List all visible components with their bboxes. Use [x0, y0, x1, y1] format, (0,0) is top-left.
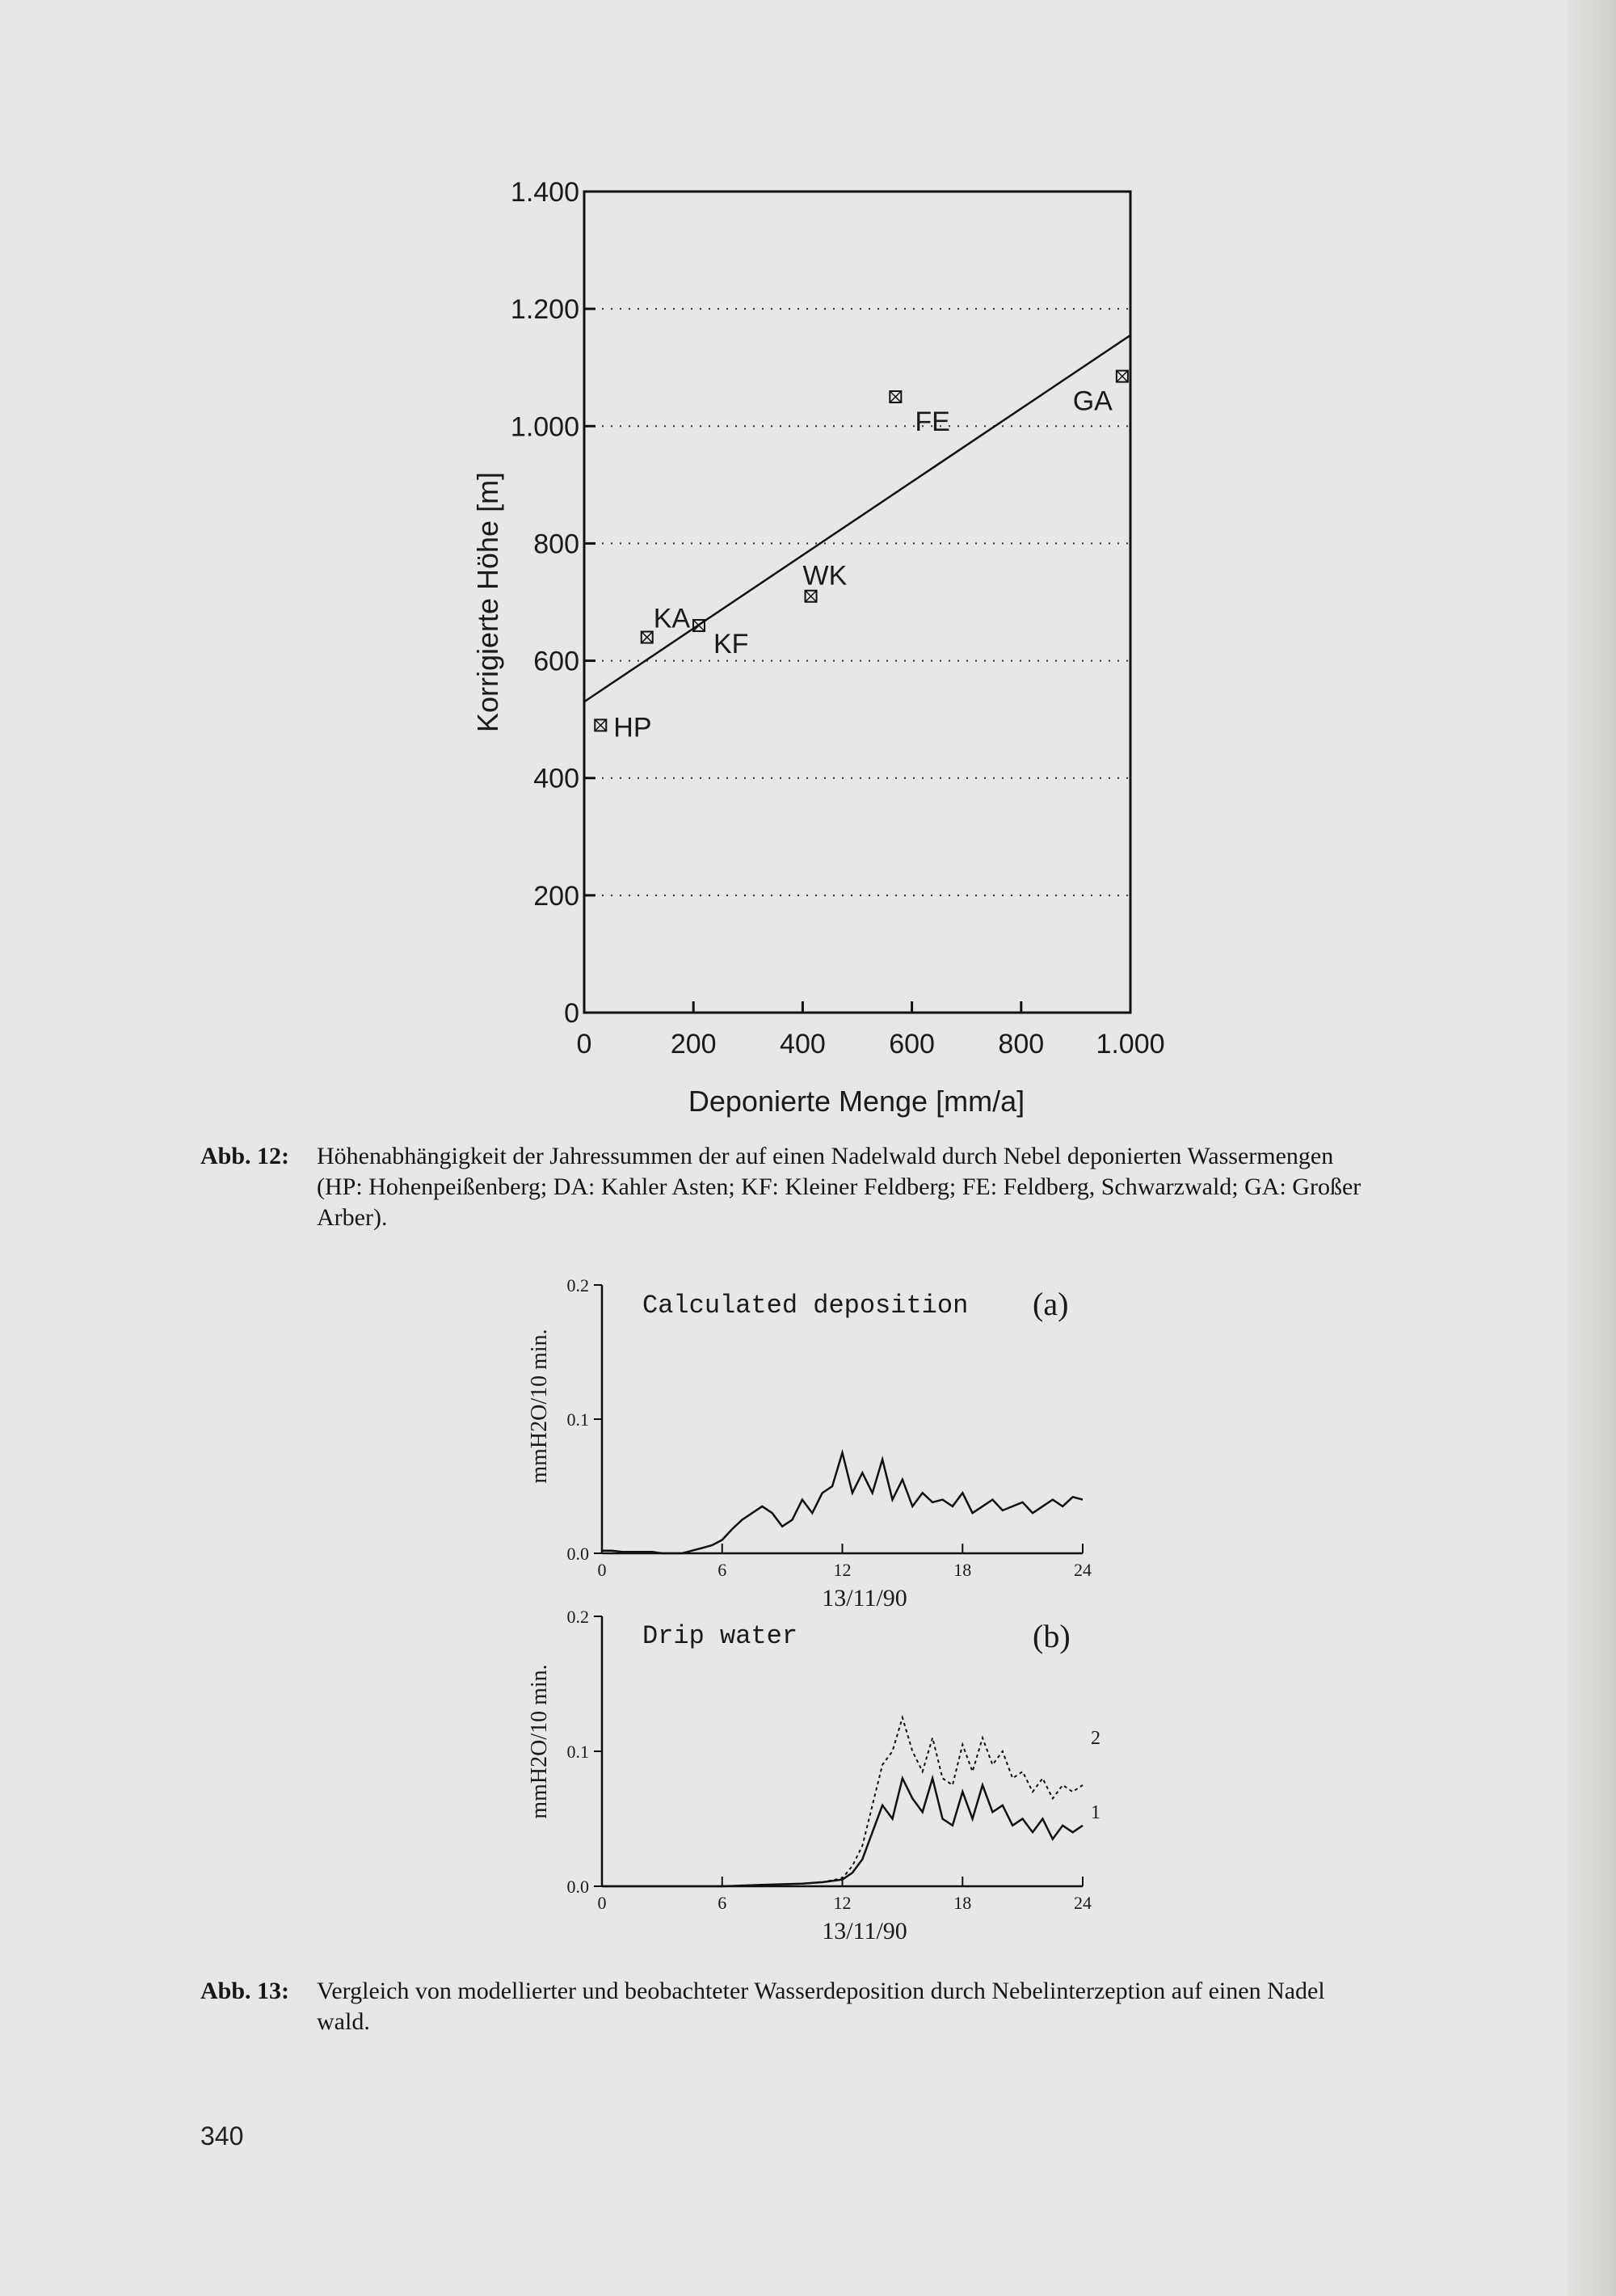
- series-2-label: 2: [1091, 1728, 1100, 1749]
- panel-ytick-label: 0.1: [566, 1409, 589, 1430]
- panel-xtick-label: 24: [1074, 1560, 1092, 1580]
- fig12-ytick-label: 800: [533, 529, 579, 560]
- panel-xtick-label: 6: [718, 1560, 727, 1580]
- panel-ytick-label: 0.0: [566, 1877, 589, 1897]
- fig13-caption: [200, 1976, 1445, 2041]
- fig12-xtick-label: 600: [889, 1029, 935, 1060]
- fig12-xtick-label: 800: [998, 1029, 1045, 1060]
- panel-b-label: (b): [1033, 1618, 1071, 1654]
- fig13-caption-label: Abb. 13:: [200, 1978, 290, 2004]
- page-number: 340: [200, 2121, 244, 2151]
- fig12-point-label: FE: [915, 407, 950, 437]
- panel-ytick-label: 0.2: [566, 1275, 589, 1295]
- fig12-point-label: HP: [613, 712, 652, 744]
- panel-xtick-label: 12: [833, 1893, 852, 1913]
- fig12-ytick-label: 0: [564, 998, 579, 1029]
- fig12-point-label: WK: [802, 560, 848, 592]
- series-1-label: 1: [1091, 1802, 1100, 1823]
- fig12-caption-label: Abb. 12:: [200, 1143, 290, 1169]
- fig12-xlabel: Deponierte Menge [mm/a]: [688, 1085, 1025, 1118]
- fig12-xtick-label: 200: [670, 1029, 717, 1060]
- panel-series-line: [602, 1717, 1083, 1886]
- fig12-ytick-label: 1.000: [510, 411, 579, 443]
- panel-b-xlabel: 13/11/90: [822, 1918, 907, 1944]
- panel-xtick-label: 12: [833, 1560, 852, 1580]
- panel-xtick-label: 18: [953, 1893, 972, 1913]
- fig12-ylabel: Korrigierte Höhe [m]: [471, 471, 504, 733]
- fig12-point-label: KA: [653, 603, 691, 634]
- fig12-caption-line1: Höhenabhängigkeit der Jahressummen der auf einen Nadelwald durch Nebel deponierten Wassermengen: [317, 1143, 1334, 1169]
- panel-series-line: [602, 1453, 1083, 1554]
- fig12-xtick-label: 1.000: [1096, 1029, 1165, 1060]
- panel-a-ylabel: mmH2O/10 min.: [527, 1329, 552, 1484]
- panel-xtick-label: 18: [953, 1560, 972, 1580]
- panel-a-xlabel: 13/11/90: [822, 1585, 907, 1611]
- fig12-ytick-label: 200: [533, 880, 579, 912]
- panel-b-ylabel: mmH2O/10 min.: [527, 1664, 552, 1819]
- fig12-ytick-label: 1.400: [510, 177, 579, 208]
- fig12-point-label: GA: [1072, 385, 1113, 417]
- panel-a-title: Calculated deposition: [642, 1291, 969, 1321]
- fig12-xtick-label: 400: [780, 1029, 826, 1060]
- panel-a-label: (a): [1033, 1286, 1069, 1322]
- panel-ytick-label: 0.1: [566, 1742, 589, 1762]
- panel-xtick-label: 24: [1074, 1893, 1092, 1913]
- fig13-caption-line1: Vergleich von modellierter und beobachteter Wasserdeposition durch Nebelinterzeption auf einen Nadel: [317, 1978, 1325, 2004]
- panel-ytick-label: 0.2: [566, 1607, 589, 1627]
- panel-ytick-label: 0.0: [566, 1544, 589, 1564]
- panel-xtick-label: 6: [718, 1893, 727, 1913]
- fig12-caption-line2: (HP: Hohenpeißenberg; DA: Kahler Asten; KF: Kleiner Feldberg; FE: Feldberg, Schwarzwald; GA: Großer: [317, 1173, 1361, 1200]
- fig12-caption-line3: Arber).: [317, 1204, 388, 1231]
- fig12-point-label: KF: [713, 629, 749, 660]
- fig12-ytick-label: 600: [533, 646, 579, 677]
- fig12-ytick-label: 400: [533, 763, 579, 794]
- panel-xtick-label: 0: [597, 1560, 607, 1580]
- fig12-ytick-label: 1.200: [510, 294, 579, 326]
- fig13-caption-line2: wald.: [317, 2008, 370, 2035]
- fig12-xtick-label: 0: [576, 1029, 592, 1060]
- panel-series-line: [602, 1778, 1083, 1886]
- panel-xtick-label: 0: [597, 1893, 607, 1913]
- panel-b-title: Drip water: [642, 1621, 798, 1651]
